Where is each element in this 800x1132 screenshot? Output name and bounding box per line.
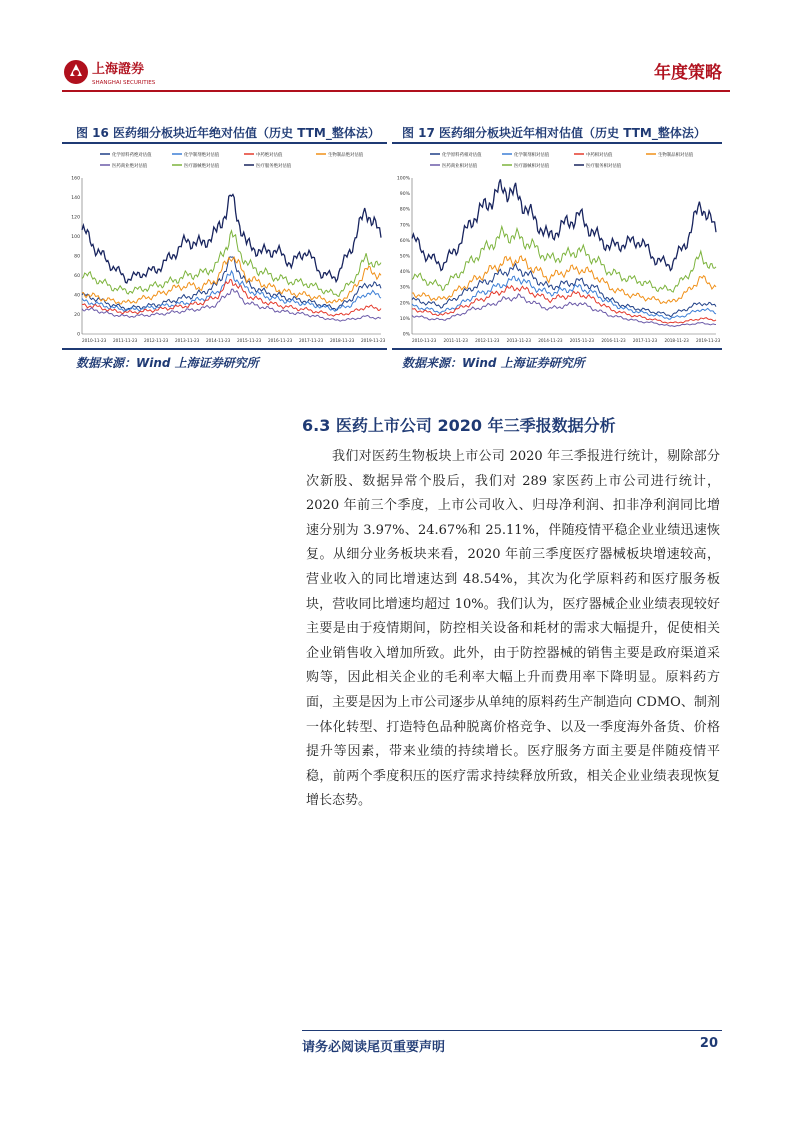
footer-disclaimer: 请务必阅读尾页重要声明 (302, 1040, 446, 1055)
y-tick-label: 50% (399, 254, 410, 260)
x-tick-label: 2012-11-23 (144, 338, 169, 343)
y-tick-label: 60 (74, 274, 80, 279)
shanghai-securities-logo (62, 56, 172, 88)
header-divider (62, 90, 730, 92)
y-tick-label: 40 (74, 293, 80, 299)
series-line (82, 231, 381, 297)
legend-label: 生物制品相对估值 (658, 153, 694, 158)
series-line (412, 179, 716, 270)
x-tick-label: 2018-11-23 (330, 338, 355, 343)
legend-label: 医疗服务绝对估值 (256, 164, 292, 169)
x-tick-label: 2018-11-23 (664, 338, 689, 343)
x-tick-label: 2017-11-23 (632, 338, 658, 343)
legend-label: 医疗器械相对估值 (514, 164, 550, 169)
figure-17-bottom-rule (392, 348, 722, 350)
figure-16-top-rule (62, 142, 387, 144)
page-number: 20 (699, 1036, 718, 1051)
x-tick-label: 2014-11-23 (206, 338, 231, 343)
y-tick-label: 60% (399, 238, 410, 244)
figure-17-source: 数据来源：Wind 上海证券研究所 (402, 356, 585, 370)
x-tick-label: 2010-11-23 (412, 338, 437, 343)
section-paragraph: 我们对医药生物板块上市公司 2020 年三季报进行统计，剔除部分次新股、数据异常个股后，我们对 289 家医药上市公司进行统计，2020 年前三个季度，上市公司收入、归母净利润、扣非净利润同比增速分别为 3.97%、24.67%和 25.11%，伴随疫情平稳企业业绩迅速恢复。从细分业务板块来看，2020 年前三季度医疗器械板块增速较高，营业收入的同比增速达到 48.54%，其次为化学原料药和医疗服务板块，营收同比增速均超过 10%。我们认为，医疗器械企业业绩表现较好主要是由于疫情期间，防控相关设备和耗材的需求大幅提升，促使相关企业销售收入增加所致。此外，由于防控器械的销售主要是政府渠道采购等，因此相关企业的毛利率大幅上升而费用率下降明显。原料药方面，主要是因为上市公司逐步从单纯的原料药生产制造向 CDMO、制剂一体化转型、打造特色品种脱离价格竞争、以及一季度海外备货、价格提升等因素，带来业绩的持续增长。医疗服务方面主要是伴随疫情平稳，前两个季度积压的医疗需求持续释放所致，相关企业业绩表现恢复增长态势。 (306, 449, 720, 809)
series-line (82, 195, 381, 284)
y-tick-label: 40% (399, 270, 410, 276)
legend-label: 医药商业绝对估值 (112, 164, 148, 169)
figure-17-chart (392, 146, 722, 346)
x-tick-label: 2011-11-23 (113, 338, 138, 343)
y-tick-label: 0% (402, 332, 410, 338)
legend-label: 化学制剂相对估值 (514, 153, 550, 158)
report-type-title: 年度策略 (654, 63, 722, 83)
x-tick-label: 2016-11-23 (268, 338, 293, 343)
figure-16-bottom-rule (62, 348, 387, 350)
y-tick-label: 70% (399, 223, 410, 229)
y-tick-label: 20% (399, 301, 410, 307)
x-tick-label: 2016-11-23 (601, 338, 626, 343)
y-tick-label: 120 (71, 215, 80, 221)
legend-label: 化学原料药绝对估值 (112, 153, 152, 158)
legend-label: 化学原料药相对估值 (442, 153, 482, 158)
legend-label: 医疗服务相对估值 (586, 164, 622, 169)
x-tick-label: 2015-11-23 (569, 338, 595, 343)
figure-16-title: 图 16 医药细分板块近年绝对估值（历史 TTM_整体法） (76, 126, 380, 140)
x-tick-label: 2015-11-23 (237, 338, 262, 343)
figure-17-title: 图 17 医药细分板块近年相对估值（历史 TTM_整体法） (402, 126, 706, 140)
x-tick-label: 2014-11-23 (538, 338, 563, 343)
y-tick-label: 160 (71, 176, 80, 182)
figure-16-svg (62, 146, 387, 346)
y-tick-label: 100% (396, 176, 410, 182)
legend-label: 中药相对估值 (586, 153, 613, 158)
y-tick-label: 140 (71, 196, 80, 201)
figure-17-top-rule (392, 142, 722, 144)
x-tick-label: 2012-11-23 (475, 338, 500, 343)
figure-17-svg (392, 146, 722, 346)
series-line (412, 227, 716, 293)
legend-label: 医药商业相对估值 (442, 164, 478, 169)
y-tick-label: 80 (74, 254, 80, 260)
x-tick-label: 2011-11-23 (443, 338, 468, 343)
y-tick-label: 20 (74, 313, 80, 318)
x-tick-label: 2010-11-23 (82, 338, 107, 343)
x-tick-label: 2013-11-23 (506, 338, 532, 343)
logo-subtext: SHANGHAI SECURITIES (92, 80, 156, 86)
footer-divider (302, 1030, 722, 1031)
y-tick-label: 10% (399, 316, 410, 322)
x-tick-label: 2013-11-23 (175, 338, 200, 343)
y-tick-label: 100 (71, 235, 80, 240)
x-tick-label: 2017-11-23 (299, 338, 324, 343)
logo-text: 上海證券 (92, 62, 145, 77)
section-heading: 6.3 医药上市公司 2020 年三季报数据分析 (302, 416, 616, 435)
y-tick-label: 80% (399, 207, 410, 213)
legend-label: 中药绝对估值 (256, 153, 283, 158)
series-line (412, 286, 716, 324)
y-tick-label: 0 (77, 332, 80, 338)
legend-label: 医疗器械绝对估值 (184, 164, 220, 169)
y-tick-label: 90% (399, 192, 410, 198)
x-tick-label: 2019-11-23 (696, 338, 721, 343)
x-tick-label: 2019-11-23 (361, 338, 386, 343)
figure-16-chart (62, 146, 387, 346)
y-tick-label: 30% (399, 285, 410, 291)
legend-label: 生物制品绝对估值 (328, 153, 364, 158)
series-line (82, 271, 381, 312)
legend-label: 化学制剂绝对估值 (184, 153, 220, 158)
figure-16-source: 数据来源：Wind 上海证券研究所 (76, 356, 259, 370)
